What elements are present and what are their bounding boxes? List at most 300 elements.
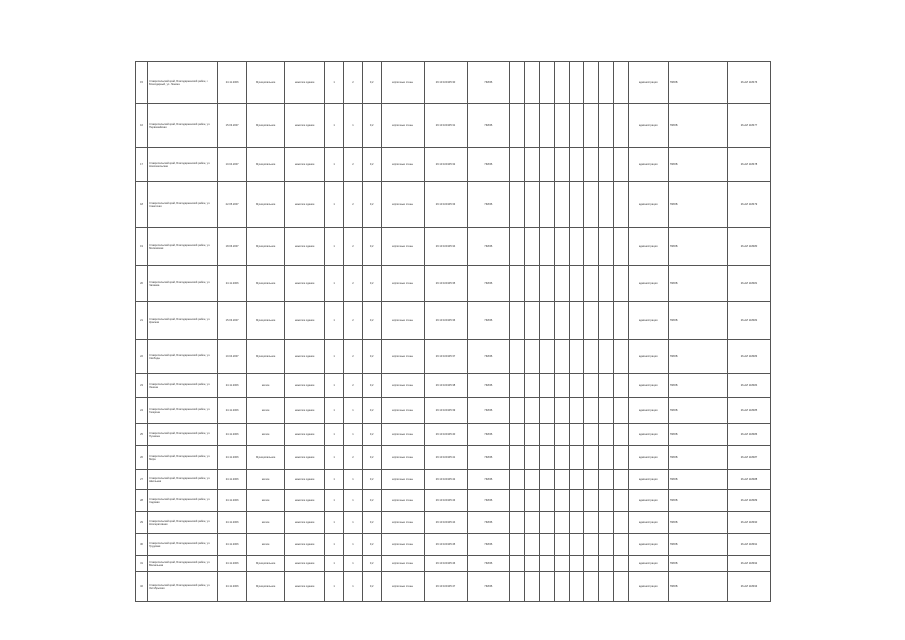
cell-address: Ставропольский край, Благодарненский район, ул. Ленина: [148, 374, 218, 398]
cell-purpose: нежилое здание: [284, 340, 324, 374]
cell-n1: 1: [325, 512, 344, 534]
cell-reg: 26-АИ 118480: [727, 228, 770, 266]
cell-empty: [539, 556, 554, 572]
cell-n2: 2: [344, 182, 363, 228]
cell-empty: [525, 490, 540, 512]
cell-empty: [613, 490, 628, 512]
cell-empty: [584, 424, 599, 446]
cell-empty: [584, 104, 599, 148]
cell-date: 10.04.2007: [217, 340, 247, 374]
cell-empty: [599, 228, 614, 266]
cell-cad: 26:13:100105:32: [424, 148, 467, 182]
cell-n1: 1: [325, 104, 344, 148]
cell-purpose: нежилое здание: [284, 424, 324, 446]
cell-n1: 1: [325, 556, 344, 572]
cell-no: 25: [136, 424, 148, 446]
cell-reg: 26-АИ 118484: [727, 374, 770, 398]
cell-purpose: нежилое здание: [284, 512, 324, 534]
cell-material: кирпичные стены: [381, 302, 424, 340]
cell-empty: [510, 266, 525, 302]
cell-reg: 26-АИ 118477: [727, 104, 770, 148]
cell-owner: администрация: [628, 534, 668, 556]
cell-reg: 26-АИ 118478: [727, 148, 770, 182]
cell-empty: [554, 148, 569, 182]
cell-address: Ставропольский край, Благодарненский район, ул. Комсомольская: [148, 148, 218, 182]
cell-purpose: нежилое здание: [284, 62, 324, 104]
cell-empty: [599, 266, 614, 302]
cell-n1: 1: [325, 266, 344, 302]
cell-empty: [539, 104, 554, 148]
table-row: [136, 534, 771, 556]
cell-material: кирпичные стены: [381, 62, 424, 104]
cell-basis: ПМОБ: [467, 62, 510, 104]
cell-n2: 1: [344, 512, 363, 534]
cell-doc: ПМОБ: [668, 512, 727, 534]
cell-empty: [539, 572, 554, 602]
cell-no: 20: [136, 266, 148, 302]
cell-empty: [599, 572, 614, 602]
cell-empty: [525, 398, 540, 424]
cell-empty: [525, 572, 540, 602]
cell-cad: 26:13:100105:36: [424, 302, 467, 340]
cell-cad: 26:13:100105:33: [424, 182, 467, 228]
cell-empty: [539, 266, 554, 302]
cell-doc: ПМОБ: [668, 104, 727, 148]
cell-kind: Муниципальное: [247, 302, 285, 340]
cell-n1: 1: [325, 302, 344, 340]
cell-reg: 26-АИ 118493: [727, 572, 770, 602]
cell-empty: [584, 534, 599, 556]
cell-address: Ставропольский край, Благодарненский район, ул. Школьная: [148, 470, 218, 490]
cell-no: 27: [136, 470, 148, 490]
cell-empty: [539, 148, 554, 182]
cell-empty: [554, 470, 569, 490]
cell-empty: [510, 302, 525, 340]
cell-empty: [613, 182, 628, 228]
cell-empty: [510, 512, 525, 534]
cell-n2: 2: [344, 228, 363, 266]
cell-empty: [525, 148, 540, 182]
cell-cad: 26:13:100105:34: [424, 228, 467, 266]
cell-date: 22.05.2007: [217, 182, 247, 228]
cell-n2: 1: [344, 572, 363, 602]
cell-doc: ПМОБ: [668, 534, 727, 556]
cell-doc: ПМОБ: [668, 148, 727, 182]
cell-kind: Муниципальное: [247, 572, 285, 602]
cell-n2: 2: [344, 446, 363, 470]
cell-basis: ПМОБ: [467, 572, 510, 602]
cell-empty: [510, 490, 525, 512]
cell-empty: [584, 62, 599, 104]
cell-cad: 26:13:100105:45: [424, 534, 467, 556]
cell-reg: 26-АИ 118492: [727, 556, 770, 572]
cell-empty: [554, 490, 569, 512]
cell-no: 29: [136, 512, 148, 534]
cell-address: Ставропольский край, Благодарненский район, ул. Красная: [148, 302, 218, 340]
cell-material: кирпичные стены: [381, 340, 424, 374]
cell-doc: ПМОБ: [668, 470, 727, 490]
cell-empty: [584, 302, 599, 340]
cell-empty: [569, 182, 584, 228]
cell-no: 23: [136, 374, 148, 398]
cell-basis: ПМОБ: [467, 470, 510, 490]
cell-empty: [569, 534, 584, 556]
cell-reg: 26-АИ 118486: [727, 424, 770, 446]
cell-purpose: нежилое здание: [284, 572, 324, 602]
cell-empty: [525, 446, 540, 470]
cell-empty: [613, 340, 628, 374]
cell-date: 15.03.2007: [217, 302, 247, 340]
cell-empty: [539, 62, 554, 104]
cell-empty: [584, 266, 599, 302]
cell-date: 24.11.2006: [217, 398, 247, 424]
cell-reg: 26-АИ 118482: [727, 302, 770, 340]
cell-empty: [525, 62, 540, 104]
cell-kind: жилое: [247, 470, 285, 490]
cell-n1: 1: [325, 182, 344, 228]
cell-n1: 1: [325, 446, 344, 470]
cell-empty: [539, 512, 554, 534]
cell-n3: 0,2: [362, 424, 381, 446]
cell-purpose: нежилое здание: [284, 446, 324, 470]
cell-empty: [613, 266, 628, 302]
cell-empty: [554, 266, 569, 302]
cell-address: Ставропольский край, Благодарненский район, ул. Октябрьская: [148, 572, 218, 602]
cell-n3: 0,2: [362, 512, 381, 534]
cell-n2: 1: [344, 470, 363, 490]
cell-kind: Муниципальное: [247, 148, 285, 182]
cell-no: 28: [136, 490, 148, 512]
cell-empty: [599, 104, 614, 148]
cell-no: 26: [136, 446, 148, 470]
cell-basis: ПМОБ: [467, 490, 510, 512]
cell-n2: 1: [344, 556, 363, 572]
cell-empty: [525, 424, 540, 446]
cell-kind: Муниципальное: [247, 228, 285, 266]
cell-purpose: нежилое здание: [284, 556, 324, 572]
cell-n1: 1: [325, 572, 344, 602]
cell-empty: [510, 398, 525, 424]
cell-reg: 26-АИ 118483: [727, 340, 770, 374]
cell-n3: 0,2: [362, 266, 381, 302]
cell-purpose: нежилое здание: [284, 534, 324, 556]
cell-empty: [599, 424, 614, 446]
cell-reg: 26-АИ 118489: [727, 490, 770, 512]
cell-n1: 1: [325, 374, 344, 398]
cell-empty: [613, 446, 628, 470]
cell-kind: Муниципальное: [247, 446, 285, 470]
cell-empty: [599, 470, 614, 490]
cell-empty: [569, 424, 584, 446]
cell-material: кирпичные стены: [381, 556, 424, 572]
cell-no: 19: [136, 228, 148, 266]
cell-material: кирпичные стены: [381, 424, 424, 446]
property-register-table: [135, 61, 771, 602]
cell-reg: 26-АИ 118490: [727, 512, 770, 534]
cell-empty: [613, 374, 628, 398]
cell-n3: 0,2: [362, 62, 381, 104]
cell-basis: ПМОБ: [467, 374, 510, 398]
cell-n3: 0,2: [362, 470, 381, 490]
cell-owner: администрация: [628, 572, 668, 602]
cell-cad: 26:13:100105:35: [424, 266, 467, 302]
cell-empty: [554, 446, 569, 470]
cell-doc: ПМОБ: [668, 228, 727, 266]
cell-empty: [584, 148, 599, 182]
cell-empty: [525, 340, 540, 374]
cell-n3: 0,2: [362, 490, 381, 512]
cell-empty: [599, 556, 614, 572]
cell-empty: [554, 374, 569, 398]
cell-no: 30: [136, 534, 148, 556]
cell-empty: [554, 228, 569, 266]
cell-n3: 0,2: [362, 398, 381, 424]
cell-empty: [613, 424, 628, 446]
cell-address: Ставропольский край, Благодарненский район, ул. Садовая: [148, 490, 218, 512]
table-row: [136, 490, 771, 512]
cell-basis: ПМОБ: [467, 446, 510, 470]
table-row: [136, 556, 771, 572]
cell-empty: [554, 534, 569, 556]
cell-empty: [525, 556, 540, 572]
cell-empty: [584, 446, 599, 470]
cell-address: Ставропольский край, Благодарненский район, ул. Вокзальная: [148, 556, 218, 572]
cell-cad: 26:13:100105:39: [424, 398, 467, 424]
cell-doc: ПМОБ: [668, 340, 727, 374]
cell-n3: 0,2: [362, 148, 381, 182]
cell-reg: 26-АИ 118476: [727, 62, 770, 104]
cell-material: кирпичные стены: [381, 104, 424, 148]
cell-purpose: нежилое здание: [284, 302, 324, 340]
cell-owner: администрация: [628, 228, 668, 266]
cell-empty: [525, 182, 540, 228]
cell-date: 24.11.2006: [217, 424, 247, 446]
cell-purpose: нежилое здание: [284, 490, 324, 512]
cell-empty: [510, 340, 525, 374]
cell-basis: ПМОБ: [467, 340, 510, 374]
cell-material: кирпичные стены: [381, 534, 424, 556]
cell-date: 24.11.2006: [217, 446, 247, 470]
cell-empty: [569, 374, 584, 398]
table-row: [136, 446, 771, 470]
cell-date: 24.11.2006: [217, 534, 247, 556]
cell-material: кирпичные стены: [381, 572, 424, 602]
cell-date: 24.11.2006: [217, 266, 247, 302]
cell-n2: 2: [344, 374, 363, 398]
cell-empty: [554, 556, 569, 572]
cell-empty: [599, 512, 614, 534]
cell-owner: администрация: [628, 340, 668, 374]
cell-material: кирпичные стены: [381, 398, 424, 424]
cell-owner: администрация: [628, 104, 668, 148]
cell-empty: [613, 228, 628, 266]
cell-empty: [510, 424, 525, 446]
cell-no: 31: [136, 556, 148, 572]
cell-n2: 2: [344, 340, 363, 374]
cell-no: 18: [136, 182, 148, 228]
cell-kind: жилое: [247, 398, 285, 424]
cell-material: кирпичные стены: [381, 512, 424, 534]
cell-n1: 1: [325, 470, 344, 490]
cell-empty: [525, 374, 540, 398]
cell-empty: [510, 534, 525, 556]
cell-n2: 2: [344, 266, 363, 302]
cell-empty: [569, 446, 584, 470]
cell-n2: 2: [344, 148, 363, 182]
cell-kind: жилое: [247, 534, 285, 556]
cell-empty: [599, 374, 614, 398]
cell-empty: [525, 266, 540, 302]
cell-kind: Муниципальное: [247, 182, 285, 228]
cell-empty: [599, 340, 614, 374]
cell-empty: [554, 302, 569, 340]
cell-reg: 26-АИ 118487: [727, 446, 770, 470]
cell-cad: 26:13:100105:30: [424, 62, 467, 104]
cell-address: Ставропольский край, Благодарненский район, ул. Свободы: [148, 340, 218, 374]
cell-material: кирпичные стены: [381, 446, 424, 470]
cell-date: 24.11.2006: [217, 512, 247, 534]
cell-empty: [554, 62, 569, 104]
table-row: [136, 302, 771, 340]
cell-n1: 1: [325, 398, 344, 424]
cell-empty: [554, 424, 569, 446]
cell-purpose: нежилое здание: [284, 470, 324, 490]
cell-reg: 26-АИ 118479: [727, 182, 770, 228]
cell-date: 24.11.2006: [217, 572, 247, 602]
cell-date: 24.11.2006: [217, 490, 247, 512]
cell-basis: ПМОБ: [467, 424, 510, 446]
cell-empty: [554, 512, 569, 534]
cell-empty: [584, 398, 599, 424]
table-row: [136, 266, 771, 302]
cell-no: 21: [136, 302, 148, 340]
cell-empty: [599, 62, 614, 104]
cell-address: Ставропольский край, Благодарненский район, ул. Гагарина: [148, 398, 218, 424]
cell-n1: 1: [325, 340, 344, 374]
cell-owner: администрация: [628, 470, 668, 490]
cell-purpose: нежилое здание: [284, 374, 324, 398]
cell-empty: [569, 266, 584, 302]
cell-no: 17: [136, 148, 148, 182]
table-row: [136, 424, 771, 446]
cell-purpose: нежилое здание: [284, 148, 324, 182]
cell-date: 24.11.2006: [217, 470, 247, 490]
table-row: [136, 512, 771, 534]
cell-owner: администрация: [628, 374, 668, 398]
cell-owner: администрация: [628, 266, 668, 302]
cell-basis: ПМОБ: [467, 302, 510, 340]
cell-n2: 1: [344, 534, 363, 556]
cell-empty: [613, 534, 628, 556]
table-row: [136, 228, 771, 266]
cell-empty: [584, 182, 599, 228]
table-row: [136, 470, 771, 490]
cell-n3: 0,2: [362, 446, 381, 470]
cell-reg: 26-АИ 118491: [727, 534, 770, 556]
cell-empty: [539, 398, 554, 424]
cell-cad: 26:13:100105:46: [424, 556, 467, 572]
cell-empty: [525, 104, 540, 148]
cell-empty: [613, 302, 628, 340]
cell-reg: 26-АИ 118488: [727, 470, 770, 490]
cell-address: Ставропольский край, Благодарненский район, ул. Чапаева: [148, 266, 218, 302]
cell-empty: [510, 572, 525, 602]
cell-n2: 1: [344, 424, 363, 446]
cell-empty: [613, 62, 628, 104]
cell-basis: ПМОБ: [467, 104, 510, 148]
cell-empty: [510, 374, 525, 398]
cell-empty: [599, 182, 614, 228]
cell-empty: [584, 470, 599, 490]
cell-doc: ПМОБ: [668, 266, 727, 302]
cell-n3: 0,2: [362, 228, 381, 266]
cell-empty: [539, 340, 554, 374]
cell-n2: 1: [344, 398, 363, 424]
cell-n2: 1: [344, 490, 363, 512]
cell-cad: 26:13:100105:47: [424, 572, 467, 602]
cell-cad: 26:13:100105:44: [424, 512, 467, 534]
table-row: [136, 374, 771, 398]
cell-empty: [554, 398, 569, 424]
cell-empty: [525, 470, 540, 490]
cell-empty: [569, 398, 584, 424]
cell-empty: [510, 470, 525, 490]
cell-empty: [584, 340, 599, 374]
cell-empty: [510, 62, 525, 104]
cell-basis: ПМОБ: [467, 228, 510, 266]
cell-empty: [584, 228, 599, 266]
cell-empty: [525, 512, 540, 534]
cell-kind: Муниципальное: [247, 104, 285, 148]
cell-owner: администрация: [628, 182, 668, 228]
cell-doc: ПМОБ: [668, 302, 727, 340]
cell-owner: администрация: [628, 148, 668, 182]
cell-n3: 0,2: [362, 104, 381, 148]
cell-empty: [569, 228, 584, 266]
cell-empty: [510, 228, 525, 266]
cell-kind: Муниципальное: [247, 266, 285, 302]
cell-empty: [569, 512, 584, 534]
cell-n3: 0,2: [362, 374, 381, 398]
cell-material: кирпичные стены: [381, 470, 424, 490]
cell-cad: 26:13:100105:42: [424, 470, 467, 490]
cell-address: Ставропольский край, Благодарненский район, г. Благодарный, ул. Ленина: [148, 62, 218, 104]
cell-empty: [569, 148, 584, 182]
cell-owner: администрация: [628, 302, 668, 340]
cell-owner: администрация: [628, 62, 668, 104]
cell-kind: Муниципальное: [247, 62, 285, 104]
cell-date: 24.11.2006: [217, 556, 247, 572]
cell-reg: 26-АИ 118485: [727, 398, 770, 424]
cell-n1: 1: [325, 148, 344, 182]
cell-address: Ставропольский край, Благодарненский район, ул. Первомайская: [148, 104, 218, 148]
cell-basis: ПМОБ: [467, 534, 510, 556]
cell-address: Ставропольский край, Благодарненский район, ул. Мира: [148, 446, 218, 470]
cell-n1: 1: [325, 228, 344, 266]
cell-cad: 26:13:100105:38: [424, 374, 467, 398]
cell-doc: ПМОБ: [668, 374, 727, 398]
cell-empty: [599, 534, 614, 556]
cell-empty: [613, 104, 628, 148]
cell-doc: ПМОБ: [668, 446, 727, 470]
cell-owner: администрация: [628, 446, 668, 470]
cell-basis: ПМОБ: [467, 556, 510, 572]
cell-reg: 26-АИ 118481: [727, 266, 770, 302]
cell-empty: [569, 572, 584, 602]
cell-basis: ПМОБ: [467, 398, 510, 424]
cell-purpose: нежилое здание: [284, 182, 324, 228]
cell-empty: [613, 148, 628, 182]
